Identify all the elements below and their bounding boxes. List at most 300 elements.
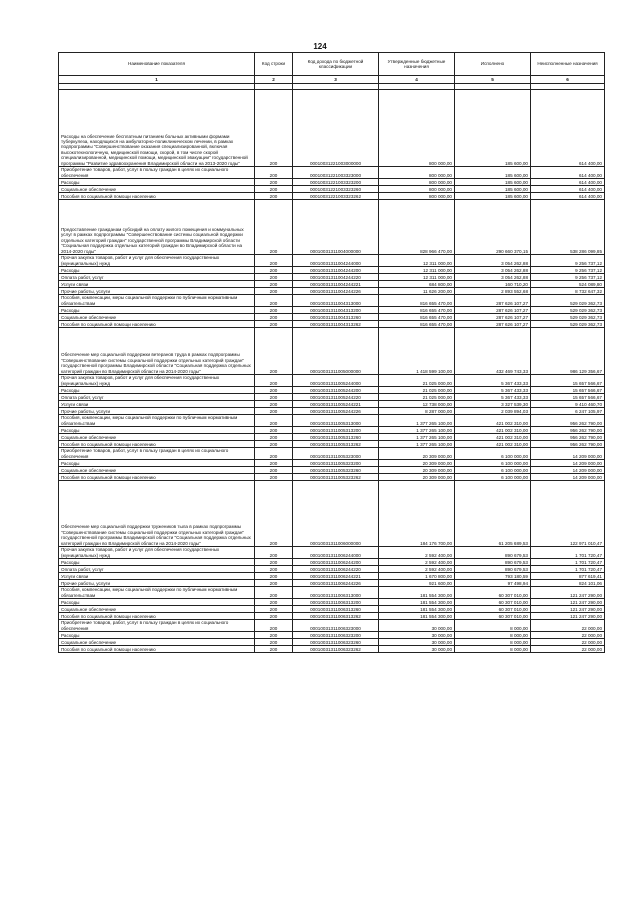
table-row: [59, 620, 605, 632]
row-approved-amount: 181 554 300,00: [379, 613, 455, 620]
row-approved-amount: 800 000,00: [379, 179, 455, 186]
row-income-code: 00010031311004313000: [293, 295, 379, 307]
row-executed-amount: 287 626 107,27: [455, 314, 531, 321]
row-executed-amount: 890 679,53: [455, 547, 531, 559]
row-executed-amount: 61 205 689,53: [455, 481, 531, 547]
row-line-code: 200: [255, 394, 293, 401]
row-indicator-name: Приобретение товаров, работ, услуг в пользу граждан в целях их социального обеспечения: [59, 448, 255, 460]
row-unexecuted-amount: 14 209 000,00: [531, 467, 605, 474]
row-executed-amount: 287 626 107,27: [455, 295, 531, 307]
row-approved-amount: 30 000,00: [379, 646, 455, 653]
row-line-code: 200: [255, 288, 293, 295]
row-income-code: 00010031311004244200: [293, 267, 379, 274]
row-unexecuted-amount: 529 029 362,73: [531, 307, 605, 314]
row-executed-amount: 160 710,20: [455, 281, 531, 288]
row-income-code: 00010031311005313262: [293, 441, 379, 448]
row-unexecuted-amount: 956 262 790,00: [531, 427, 605, 434]
row-income-code: 00010031221003323262: [293, 193, 379, 200]
row-line-code: 200: [255, 580, 293, 587]
table-row: [59, 288, 605, 295]
row-line-code: 200: [255, 559, 293, 566]
table-row: [59, 559, 605, 566]
row-approved-amount: 12 311 000,00: [379, 255, 455, 267]
row-approved-amount: 12 311 000,00: [379, 267, 455, 274]
row-line-code: 200: [255, 200, 293, 255]
row-indicator-name: Расходы на обеспечение бесплатным питанием больных активными формами туберкулеза, находящихся на амбулаторно-поликлиническом лечении, в рамках подпрограммы "Совершенствование оказания специализированной, включая высокотехнологичную, медицинской помощи, скорой, в том числе скорой специализированной, медицинской помощи, медицинской эвакуации" государственной программы "Развитие здравоохранения Владимирской области на 2013-2020 годы": [59, 90, 255, 167]
table-row: [59, 267, 605, 274]
row-approved-amount: 1 377 265 100,00: [379, 415, 455, 427]
row-unexecuted-amount: 9 256 737,12: [531, 255, 605, 267]
table-row: [59, 547, 605, 559]
row-unexecuted-amount: 614 400,00: [531, 90, 605, 167]
row-income-code: 00010031311006323262: [293, 646, 379, 653]
row-executed-amount: 5 367 433,33: [455, 375, 531, 387]
table-row: [59, 375, 605, 387]
row-income-code: 00010031311005244200: [293, 387, 379, 394]
table-row: [59, 415, 605, 427]
row-indicator-name: Расходы: [59, 632, 255, 639]
row-income-code: 00010031311005000000: [293, 328, 379, 375]
row-executed-amount: 185 600,00: [455, 193, 531, 200]
row-line-code: 200: [255, 566, 293, 573]
row-income-code: 00010031311005323260: [293, 467, 379, 474]
table-header-row: [59, 53, 605, 76]
table-row: [59, 639, 605, 646]
row-executed-amount: 421 002 310,00: [455, 434, 531, 441]
row-unexecuted-amount: 1 701 720,47: [531, 547, 605, 559]
row-line-code: 200: [255, 387, 293, 394]
row-approved-amount: 12 311 000,00: [379, 274, 455, 281]
row-approved-amount: 1 377 265 100,00: [379, 441, 455, 448]
row-executed-amount: 287 626 107,27: [455, 321, 531, 328]
row-income-code: 00010031311004244000: [293, 255, 379, 267]
row-line-code: 200: [255, 599, 293, 606]
row-approved-amount: 816 655 470,00: [379, 307, 455, 314]
row-approved-amount: 12 738 000,00: [379, 401, 455, 408]
row-line-code: 200: [255, 613, 293, 620]
row-approved-amount: 921 600,00: [379, 580, 455, 587]
row-executed-amount: 6 100 000,00: [455, 460, 531, 467]
table-row: [59, 441, 605, 448]
row-unexecuted-amount: 1 701 720,47: [531, 559, 605, 566]
row-indicator-name: Социальное обеспечение: [59, 467, 255, 474]
table-row: [59, 186, 605, 193]
row-line-code: 200: [255, 646, 293, 653]
row-income-code: 00010031221003323000: [293, 167, 379, 179]
row-approved-amount: 816 655 470,00: [379, 295, 455, 307]
row-income-code: 00010031311005244226: [293, 408, 379, 415]
row-line-code: 200: [255, 307, 293, 314]
header-income-code: Код дохода по бюджетной классификации: [293, 53, 379, 76]
row-indicator-name: Оплата работ, услуг: [59, 274, 255, 281]
row-indicator-name: Расходы: [59, 387, 255, 394]
row-line-code: 200: [255, 448, 293, 460]
row-unexecuted-amount: 6 247 105,97: [531, 408, 605, 415]
row-executed-amount: 8 000,00: [455, 646, 531, 653]
row-approved-amount: 1 418 599 100,00: [379, 328, 455, 375]
row-executed-amount: 60 307 010,00: [455, 587, 531, 599]
row-income-code: 00010031311006244221: [293, 573, 379, 580]
row-approved-amount: 800 000,00: [379, 167, 455, 179]
row-executed-amount: 6 100 000,00: [455, 467, 531, 474]
row-line-code: 200: [255, 267, 293, 274]
row-approved-amount: 30 000,00: [379, 632, 455, 639]
row-unexecuted-amount: 956 262 790,00: [531, 415, 605, 427]
row-income-code: 00010031311006244200: [293, 559, 379, 566]
row-income-code: 00010031311006313200: [293, 599, 379, 606]
table-row: [59, 281, 605, 288]
column-number: 5: [455, 76, 531, 84]
table-row: [59, 460, 605, 467]
table-row: [59, 387, 605, 394]
row-approved-amount: 828 966 470,00: [379, 200, 455, 255]
header-unexecuted: Неисполненные назначения: [531, 53, 605, 76]
row-approved-amount: 11 626 200,00: [379, 288, 455, 295]
table-row: [59, 255, 605, 267]
row-income-code: 00010031311005313200: [293, 427, 379, 434]
page-number: 124: [313, 42, 327, 51]
row-executed-amount: 2 893 552,68: [455, 288, 531, 295]
row-line-code: 200: [255, 375, 293, 387]
header-approved: Утвержденные бюджетные назначения: [379, 53, 455, 76]
row-executed-amount: 421 002 310,00: [455, 427, 531, 434]
row-indicator-name: Приобретение товаров, работ, услуг в пользу граждан в целях их социального обеспечения: [59, 620, 255, 632]
row-unexecuted-amount: 121 247 290,00: [531, 587, 605, 599]
row-approved-amount: 184 176 700,00: [379, 481, 455, 547]
row-line-code: 200: [255, 328, 293, 375]
row-line-code: 200: [255, 179, 293, 186]
row-unexecuted-amount: 956 262 790,00: [531, 441, 605, 448]
row-indicator-name: Расходы: [59, 307, 255, 314]
table-row: [59, 613, 605, 620]
row-line-code: 200: [255, 314, 293, 321]
row-executed-amount: 5 367 433,33: [455, 387, 531, 394]
row-approved-amount: 2 592 400,00: [379, 547, 455, 559]
column-number: 1: [59, 76, 255, 84]
table-row: [59, 427, 605, 434]
table-row: [59, 448, 605, 460]
row-unexecuted-amount: 14 209 000,00: [531, 448, 605, 460]
row-executed-amount: 793 180,59: [455, 573, 531, 580]
row-executed-amount: 890 679,53: [455, 566, 531, 573]
row-executed-amount: 8 000,00: [455, 632, 531, 639]
row-unexecuted-amount: 614 400,00: [531, 193, 605, 200]
row-executed-amount: 6 100 000,00: [455, 474, 531, 481]
row-indicator-name: Социальное обеспечение: [59, 639, 255, 646]
row-unexecuted-amount: 956 262 790,00: [531, 434, 605, 441]
row-line-code: 200: [255, 408, 293, 415]
row-executed-amount: 421 002 310,00: [455, 415, 531, 427]
table-row: [59, 307, 605, 314]
row-approved-amount: 816 655 470,00: [379, 321, 455, 328]
row-approved-amount: 2 592 400,00: [379, 559, 455, 566]
row-line-code: 200: [255, 606, 293, 613]
row-income-code: 00010031311006244226: [293, 580, 379, 587]
row-unexecuted-amount: 529 029 362,73: [531, 321, 605, 328]
row-unexecuted-amount: 1 701 720,47: [531, 566, 605, 573]
column-number-row: [59, 76, 605, 84]
row-indicator-name: Пособия, компенсации, меры социальной поддержки по публичным нормативным обязательствам: [59, 295, 255, 307]
column-number: 3: [293, 76, 379, 84]
row-line-code: 200: [255, 427, 293, 434]
row-approved-amount: 1 377 265 100,00: [379, 427, 455, 434]
table-body: [59, 90, 605, 653]
row-unexecuted-amount: 22 000,00: [531, 646, 605, 653]
row-income-code: 00010031311004244226: [293, 288, 379, 295]
row-executed-amount: 432 469 743,33: [455, 328, 531, 375]
table-row: [59, 200, 605, 255]
row-unexecuted-amount: 614 400,00: [531, 186, 605, 193]
table-row: [59, 580, 605, 587]
row-approved-amount: 20 309 000,00: [379, 467, 455, 474]
row-income-code: 00010031311006244000: [293, 547, 379, 559]
row-unexecuted-amount: 22 000,00: [531, 639, 605, 646]
row-income-code: 00010031221003323260: [293, 186, 379, 193]
row-indicator-name: Пособия по социальной помощи населению: [59, 474, 255, 481]
row-executed-amount: 5 367 433,33: [455, 394, 531, 401]
row-unexecuted-amount: 121 247 290,00: [531, 599, 605, 606]
row-unexecuted-amount: 529 029 362,73: [531, 314, 605, 321]
row-unexecuted-amount: 524 089,80: [531, 281, 605, 288]
row-unexecuted-amount: 538 286 099,85: [531, 200, 605, 255]
row-indicator-name: Оплата работ, услуг: [59, 566, 255, 573]
column-number: 6: [531, 76, 605, 84]
row-line-code: 200: [255, 573, 293, 580]
row-income-code: 00010031311004313262: [293, 321, 379, 328]
row-unexecuted-amount: 15 657 566,67: [531, 375, 605, 387]
row-income-code: 00010031311006244220: [293, 566, 379, 573]
row-approved-amount: 2 592 400,00: [379, 566, 455, 573]
row-indicator-name: Прочие работы, услуги: [59, 408, 255, 415]
table-row: [59, 573, 605, 580]
row-income-code: 00010031311006313262: [293, 613, 379, 620]
row-line-code: 200: [255, 186, 293, 193]
row-approved-amount: 20 309 000,00: [379, 460, 455, 467]
row-income-code: 00010031311004244220: [293, 274, 379, 281]
row-line-code: 200: [255, 401, 293, 408]
row-executed-amount: 97 498,94: [455, 580, 531, 587]
row-approved-amount: 21 025 000,00: [379, 387, 455, 394]
row-unexecuted-amount: 614 400,00: [531, 179, 605, 186]
table-row: [59, 328, 605, 375]
row-executed-amount: 2 039 894,03: [455, 408, 531, 415]
row-unexecuted-amount: 877 619,41: [531, 573, 605, 580]
table-row: [59, 90, 605, 167]
row-indicator-name: Пособия по социальной помощи населению: [59, 441, 255, 448]
table-row: [59, 646, 605, 653]
row-indicator-name: Прочие работы, услуги: [59, 288, 255, 295]
row-approved-amount: 20 309 000,00: [379, 448, 455, 460]
row-line-code: 200: [255, 587, 293, 599]
row-executed-amount: 6 100 000,00: [455, 448, 531, 460]
row-unexecuted-amount: 122 971 010,47: [531, 481, 605, 547]
row-indicator-name: Социальное обеспечение: [59, 314, 255, 321]
header-indicator-name: Наименование показателя: [59, 53, 255, 76]
row-indicator-name: Расходы: [59, 460, 255, 467]
row-line-code: 200: [255, 547, 293, 559]
row-unexecuted-amount: 9 256 737,12: [531, 267, 605, 274]
row-unexecuted-amount: 15 657 566,67: [531, 387, 605, 394]
row-executed-amount: 185 600,00: [455, 90, 531, 167]
table-row: [59, 474, 605, 481]
row-line-code: 200: [255, 639, 293, 646]
row-indicator-name: Расходы: [59, 599, 255, 606]
row-income-code: 00010031311005313000: [293, 415, 379, 427]
row-line-code: 200: [255, 460, 293, 467]
row-executed-amount: 3 054 262,88: [455, 255, 531, 267]
row-unexecuted-amount: 15 657 566,67: [531, 394, 605, 401]
table-row: [59, 179, 605, 186]
row-unexecuted-amount: 22 000,00: [531, 620, 605, 632]
row-indicator-name: Пособия по социальной помощи населению: [59, 321, 255, 328]
table-row: [59, 408, 605, 415]
row-approved-amount: 20 309 000,00: [379, 474, 455, 481]
row-approved-amount: 30 000,00: [379, 620, 455, 632]
row-income-code: 00010031311004313260: [293, 314, 379, 321]
row-line-code: 200: [255, 434, 293, 441]
row-line-code: 200: [255, 281, 293, 288]
row-approved-amount: 800 000,00: [379, 193, 455, 200]
table-row: [59, 481, 605, 547]
row-line-code: 200: [255, 321, 293, 328]
row-approved-amount: 181 554 300,00: [379, 606, 455, 613]
row-line-code: 200: [255, 193, 293, 200]
table-row: [59, 295, 605, 307]
row-unexecuted-amount: 824 101,06: [531, 580, 605, 587]
row-approved-amount: 30 000,00: [379, 639, 455, 646]
header-executed: Исполнено: [455, 53, 531, 76]
row-line-code: 200: [255, 295, 293, 307]
row-executed-amount: 60 307 010,00: [455, 613, 531, 620]
row-line-code: 200: [255, 441, 293, 448]
table-row: [59, 314, 605, 321]
budget-table: [58, 52, 605, 653]
header-line-code: Код строки: [255, 53, 293, 76]
row-executed-amount: 3 054 262,88: [455, 274, 531, 281]
row-executed-amount: 185 600,00: [455, 179, 531, 186]
row-income-code: 00010031311006313260: [293, 606, 379, 613]
row-indicator-name: Пособия, компенсации, меры социальной поддержки по публичным нормативным обязательствам: [59, 415, 255, 427]
row-approved-amount: 1 670 800,00: [379, 573, 455, 580]
row-indicator-name: Расходы: [59, 427, 255, 434]
table-row: [59, 401, 605, 408]
row-indicator-name: Услуги связи: [59, 573, 255, 580]
row-indicator-name: Приобретение товаров, работ, услуг в пользу граждан в целях их социального обеспечения: [59, 167, 255, 179]
table-row: [59, 599, 605, 606]
row-executed-amount: 3 327 539,30: [455, 401, 531, 408]
row-line-code: 200: [255, 467, 293, 474]
row-indicator-name: Обеспечение мер социальной поддержки ветеранов труда в рамках подпрограммы "Совершенствование системы социальной поддержки отдельных категорий граждан" государственной программы Владимирской области "Социальная поддержка отдельных категорий граждан во Владимирской области на 2014-2020 годы": [59, 328, 255, 375]
row-approved-amount: 181 554 300,00: [379, 587, 455, 599]
row-line-code: 200: [255, 274, 293, 281]
table-row: [59, 467, 605, 474]
table-row: [59, 274, 605, 281]
row-unexecuted-amount: 9 256 737,12: [531, 274, 605, 281]
row-indicator-name: Пособия по социальной помощи населению: [59, 193, 255, 200]
row-approved-amount: 800 000,00: [379, 90, 455, 167]
table-row: [59, 193, 605, 200]
row-line-code: 200: [255, 620, 293, 632]
row-indicator-name: Услуги связи: [59, 401, 255, 408]
row-indicator-name: Расходы: [59, 267, 255, 274]
column-number: 4: [379, 76, 455, 84]
table-row: [59, 632, 605, 639]
row-executed-amount: 890 679,53: [455, 559, 531, 566]
row-executed-amount: 8 000,00: [455, 639, 531, 646]
row-approved-amount: 1 377 265 100,00: [379, 434, 455, 441]
column-number: 2: [255, 76, 293, 84]
table-row: [59, 394, 605, 401]
row-unexecuted-amount: 614 400,00: [531, 167, 605, 179]
row-approved-amount: 8 287 000,00: [379, 408, 455, 415]
row-indicator-name: Прочие работы, услуги: [59, 580, 255, 587]
row-income-code: 00010031311005323262: [293, 474, 379, 481]
table-row: [59, 566, 605, 573]
table-row: [59, 321, 605, 328]
row-income-code: 00010031311005323000: [293, 448, 379, 460]
row-executed-amount: 60 307 010,00: [455, 606, 531, 613]
row-line-code: 200: [255, 90, 293, 167]
row-line-code: 200: [255, 415, 293, 427]
row-executed-amount: 185 600,00: [455, 186, 531, 193]
row-income-code: 00010031311006323260: [293, 639, 379, 646]
row-income-code: 00010031311005313260: [293, 434, 379, 441]
row-indicator-name: Пособия по социальной помощи населению: [59, 646, 255, 653]
row-income-code: 00010031311006313000: [293, 587, 379, 599]
row-approved-amount: 21 025 000,00: [379, 394, 455, 401]
row-unexecuted-amount: 529 029 362,73: [531, 295, 605, 307]
row-indicator-name: Обеспечение мер социальной поддержки тружеников тыла в рамках подпрограммы "Совершенствование системы социальной поддержки отдельных категорий граждан" государственной программы Владимирской области "Социальная поддержка отдельных категорий граждан во Владимирской области на 2014-2020 годы": [59, 481, 255, 547]
row-line-code: 200: [255, 481, 293, 547]
row-unexecuted-amount: 8 732 647,32: [531, 288, 605, 295]
row-income-code: 00010031311005244221: [293, 401, 379, 408]
row-indicator-name: Оплата работ, услуг: [59, 394, 255, 401]
row-indicator-name: Социальное обеспечение: [59, 434, 255, 441]
table-row: [59, 434, 605, 441]
table-row: [59, 587, 605, 599]
row-approved-amount: 181 554 300,00: [379, 599, 455, 606]
table-row: [59, 606, 605, 613]
row-unexecuted-amount: 22 000,00: [531, 632, 605, 639]
row-indicator-name: Расходы: [59, 179, 255, 186]
row-income-code: 00010031311006323200: [293, 632, 379, 639]
row-line-code: 200: [255, 167, 293, 179]
row-income-code: 00010031311006323000: [293, 620, 379, 632]
row-executed-amount: 290 660 370,15: [455, 200, 531, 255]
table-row: [59, 167, 605, 179]
row-approved-amount: 800 000,00: [379, 186, 455, 193]
row-approved-amount: 21 025 000,00: [379, 375, 455, 387]
row-line-code: 200: [255, 255, 293, 267]
row-indicator-name: Прочая закупка товаров, работ и услуг для обеспечения государственных (муниципальных) нужд: [59, 547, 255, 559]
row-indicator-name: Услуги связи: [59, 281, 255, 288]
row-unexecuted-amount: 121 247 290,00: [531, 606, 605, 613]
row-approved-amount: 684 800,00: [379, 281, 455, 288]
row-income-code: 00010031311005244220: [293, 394, 379, 401]
row-income-code: 00010031311004244221: [293, 281, 379, 288]
row-income-code: 00010031311005244000: [293, 375, 379, 387]
row-executed-amount: 3 054 262,88: [455, 267, 531, 274]
row-executed-amount: 8 000,00: [455, 620, 531, 632]
row-income-code: 00010031221003323200: [293, 179, 379, 186]
row-executed-amount: 287 626 107,27: [455, 307, 531, 314]
row-indicator-name: Прочая закупка товаров, работ и услуг для обеспечения государственных (муниципальных) нужд: [59, 255, 255, 267]
row-unexecuted-amount: 986 129 356,67: [531, 328, 605, 375]
row-indicator-name: Социальное обеспечение: [59, 186, 255, 193]
row-unexecuted-amount: 14 209 000,00: [531, 460, 605, 467]
row-indicator-name: Предоставление гражданам субсидий на оплату жилого помещения и коммунальных услуг в рамках подпрограммы "Совершенствование системы социальной поддержки отдельных категорий граждан" государственной программы Владимирской области "Социальная поддержка отдельных категорий граждан во Владимирской области на 2014-2020 годы": [59, 200, 255, 255]
row-income-code: 00010031311006000000: [293, 481, 379, 547]
